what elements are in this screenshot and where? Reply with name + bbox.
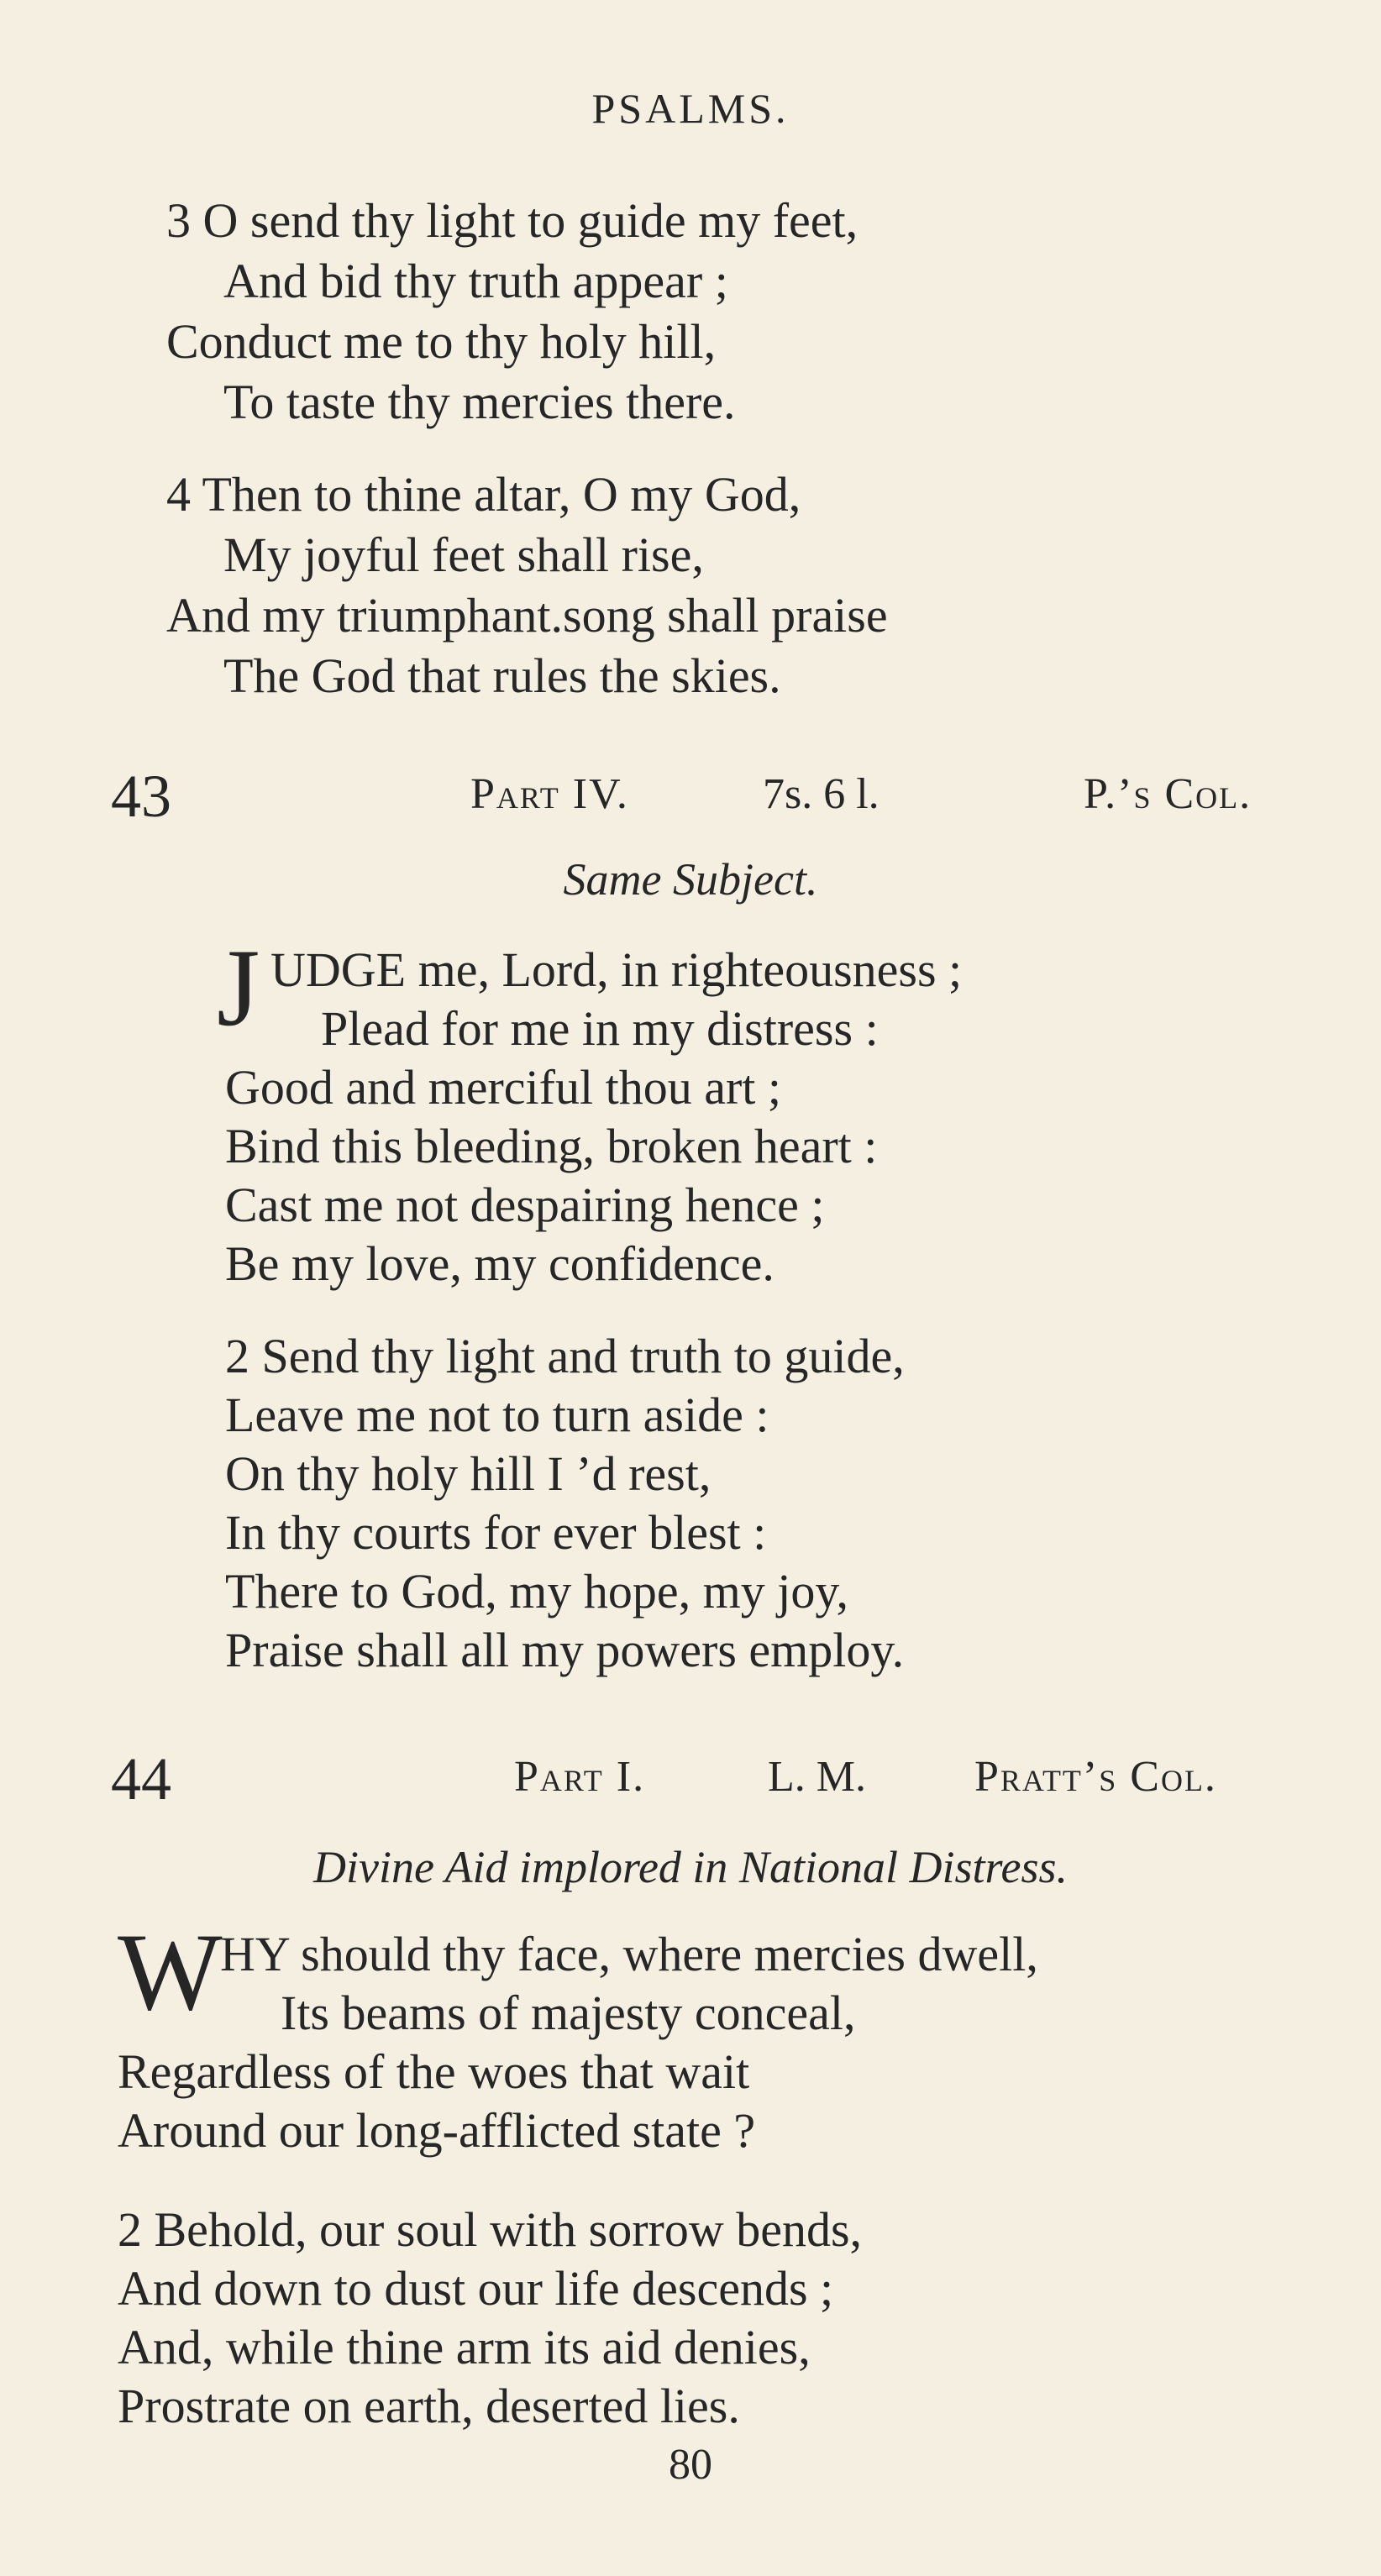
verse-line: And my triumphant.song shall praise xyxy=(166,588,888,643)
verse-line: On thy holy hill I ’d rest, xyxy=(225,1446,712,1501)
hymn-collection: Pratt’s Col. xyxy=(974,1753,1217,1801)
drop-cap: W xyxy=(118,1910,223,2033)
hymn-collection: P.’s Col. xyxy=(1084,770,1252,818)
verse-line: Plead for me in my distress : xyxy=(321,1001,879,1056)
page-number: 80 xyxy=(669,2441,712,2489)
verse-line: My joyful feet shall rise, xyxy=(223,527,704,582)
hymn-number: 43 xyxy=(111,763,171,830)
verse-line: UDGE me, Lord, in righteousness ; xyxy=(270,942,963,997)
running-title: PSALMS. xyxy=(591,85,790,132)
verse-line: Its beams of majesty conceal, xyxy=(281,1986,856,2040)
verse-line: Leave me not to turn aside : xyxy=(225,1388,769,1442)
verse-line: Bind this bleeding, broken heart : xyxy=(225,1119,878,1173)
verse-line: HY should thy face, where mercies dwell, xyxy=(220,1927,1038,1981)
hymn-subtitle: Divine Aid implored in National Distress. xyxy=(313,1842,1068,1892)
verse-line: Around our long-afflicted state ? xyxy=(118,2103,756,2158)
hymn-number: 44 xyxy=(111,1745,171,1813)
verse-line: 4 Then to thine altar, O my God, xyxy=(166,467,801,522)
verse-line: Praise shall all my powers employ. xyxy=(225,1623,905,1677)
verse-line: Regardless of the woes that wait xyxy=(118,2044,750,2099)
verse-line: Prostrate on earth, deserted lies. xyxy=(118,2379,740,2433)
verse-line: In thy courts for ever blest : xyxy=(225,1505,767,1560)
hymn-meter: L. M. xyxy=(768,1753,866,1801)
drop-cap: J xyxy=(217,926,260,1049)
hymn-meter: 7s. 6 l. xyxy=(763,770,880,818)
hymn-part: Part I. xyxy=(514,1753,646,1801)
verse-line: Cast me not despairing hence ; xyxy=(225,1178,825,1232)
verse-line: And bid thy truth appear ; xyxy=(223,254,728,308)
verse-line: And down to dust our life descends ; xyxy=(118,2261,834,2316)
verse-line: Conduct me to thy holy hill, xyxy=(166,314,717,369)
verse-line: To taste thy mercies there. xyxy=(223,375,736,429)
verse-line: There to God, my hope, my joy, xyxy=(225,1564,849,1619)
verse-line: 2 Send thy light and truth to guide, xyxy=(225,1329,905,1383)
verse-line: 3 O send thy light to guide my feet, xyxy=(166,193,859,248)
verse-line: 2 Behold, our soul with sorrow bends, xyxy=(118,2202,863,2257)
verse-line: The God that rules the skies. xyxy=(223,648,781,703)
verse-line: Good and merciful thou art ; xyxy=(225,1060,781,1115)
verse-line: And, while thine arm its aid denies, xyxy=(118,2320,811,2374)
verse-line: Be my love, my confidence. xyxy=(225,1236,775,1291)
hymn-part: Part IV. xyxy=(470,770,629,818)
hymn-subtitle: Same Subject. xyxy=(563,854,818,905)
